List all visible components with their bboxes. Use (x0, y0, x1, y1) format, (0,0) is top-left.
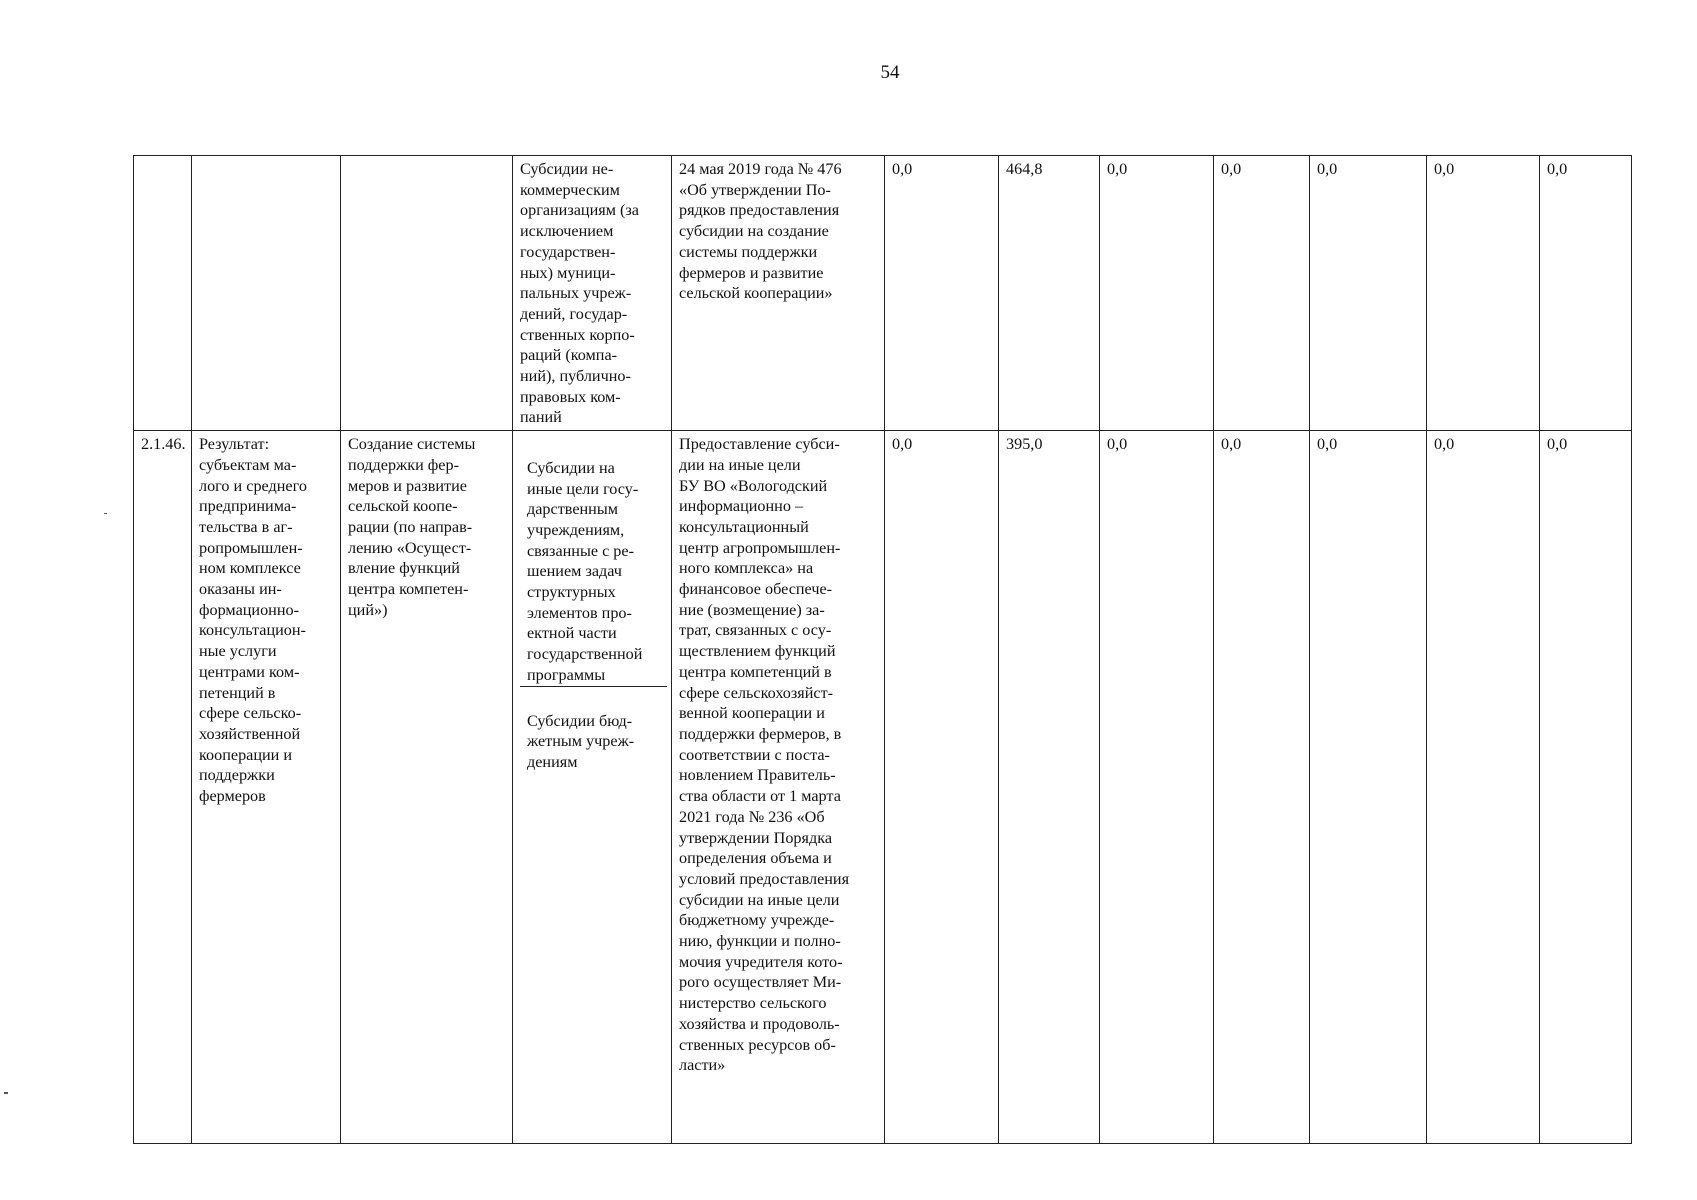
value-cell: 395,0 (999, 431, 1100, 1144)
page-number: 54 (880, 62, 900, 83)
value-cell: 0,0 (1310, 156, 1427, 431)
value-cell: 0,0 (885, 156, 999, 431)
scan-speck (4, 1092, 8, 1094)
value-cell: 0,0 (1427, 431, 1540, 1144)
scan-speck (104, 513, 107, 514)
subsidy-type-top: Субсидии на иные цели госу- дарственным учреждениям, связанные с ре- шением задач структурных элементов про- ектной части государственной программы (520, 455, 667, 687)
measure-cell (341, 156, 513, 431)
value-cell: 0,0 (1214, 431, 1310, 1144)
row-number-cell: 2.1.46. (134, 431, 192, 1144)
value-cell: 0,0 (1427, 156, 1540, 431)
budget-table (133, 155, 1632, 1144)
subsidy-type-cell: Субсидии не- коммерческим организациям (за исключением государствен- ных) муници- пальных учреж- дений, государ- ственных корпо- раций (компа- ний), публично- правовых ком- паний (513, 156, 672, 431)
value-cell: 0,0 (1100, 156, 1214, 431)
subsidy-type-cell (513, 431, 672, 1144)
measure-cell: Создание системы поддержки фер- меров и развитие сельской коопе- рации (по направ- лению «Осущест- вление функций центра компетен- ций») (341, 431, 513, 1144)
value-cell: 0,0 (885, 431, 999, 1144)
row-number-cell (134, 156, 192, 431)
result-cell: Результат: субъектам ма- лого и среднего предпринима- тельства в аг- ропромышлен- ном комплексе оказаны ин- формационно- консультацион- ные услуги центрами ком- петенций в сфере сельско- хозяйственной кооперации и поддержки фермеров (192, 431, 341, 1144)
legal-basis-cell: 24 мая 2019 года № 476 «Об утверждении По- рядков предоставления субсидии на создание системы поддержки фермеров и развитие сельской кооперации» (672, 156, 885, 431)
table-row (134, 156, 1632, 431)
subsidy-type-bottom: Субсидии бюд- жетным учреж- дениям (527, 711, 635, 771)
value-cell: 0,0 (1310, 431, 1427, 1144)
value-cell: 0,0 (1214, 156, 1310, 431)
value-cell: 0,0 (1100, 431, 1214, 1144)
value-cell: 464,8 (999, 156, 1100, 431)
table-row (134, 431, 1632, 1144)
result-cell (192, 156, 341, 431)
value-cell: 0,0 (1540, 156, 1632, 431)
legal-basis-cell: Предоставление субси- дии на иные цели БУ ВО «Вологодский информационно – консультационный центр агропромышлен- ного комплекса» на финансовое обеспече- ние (возмещение) за- трат, связанных с осу- ществлением функций центра компетенций в сфере сельскохозяйст- венной кооперации и поддержки фермеров, в соответствии с поста- новлением Правитель- ства области от 1 марта 2021 года № 236 «Об утверждении Порядка определения объема и условий предоставления субсидии на иные цели бюджетному учрежде- нию, функции и полно- мочия учредителя кото- рого осуществляет Ми- нистерство сельского хозяйства и продоволь- ственных ресурсов об- ласти» (672, 431, 885, 1144)
value-cell: 0,0 (1540, 431, 1632, 1144)
budget-table-container (133, 155, 1631, 1144)
